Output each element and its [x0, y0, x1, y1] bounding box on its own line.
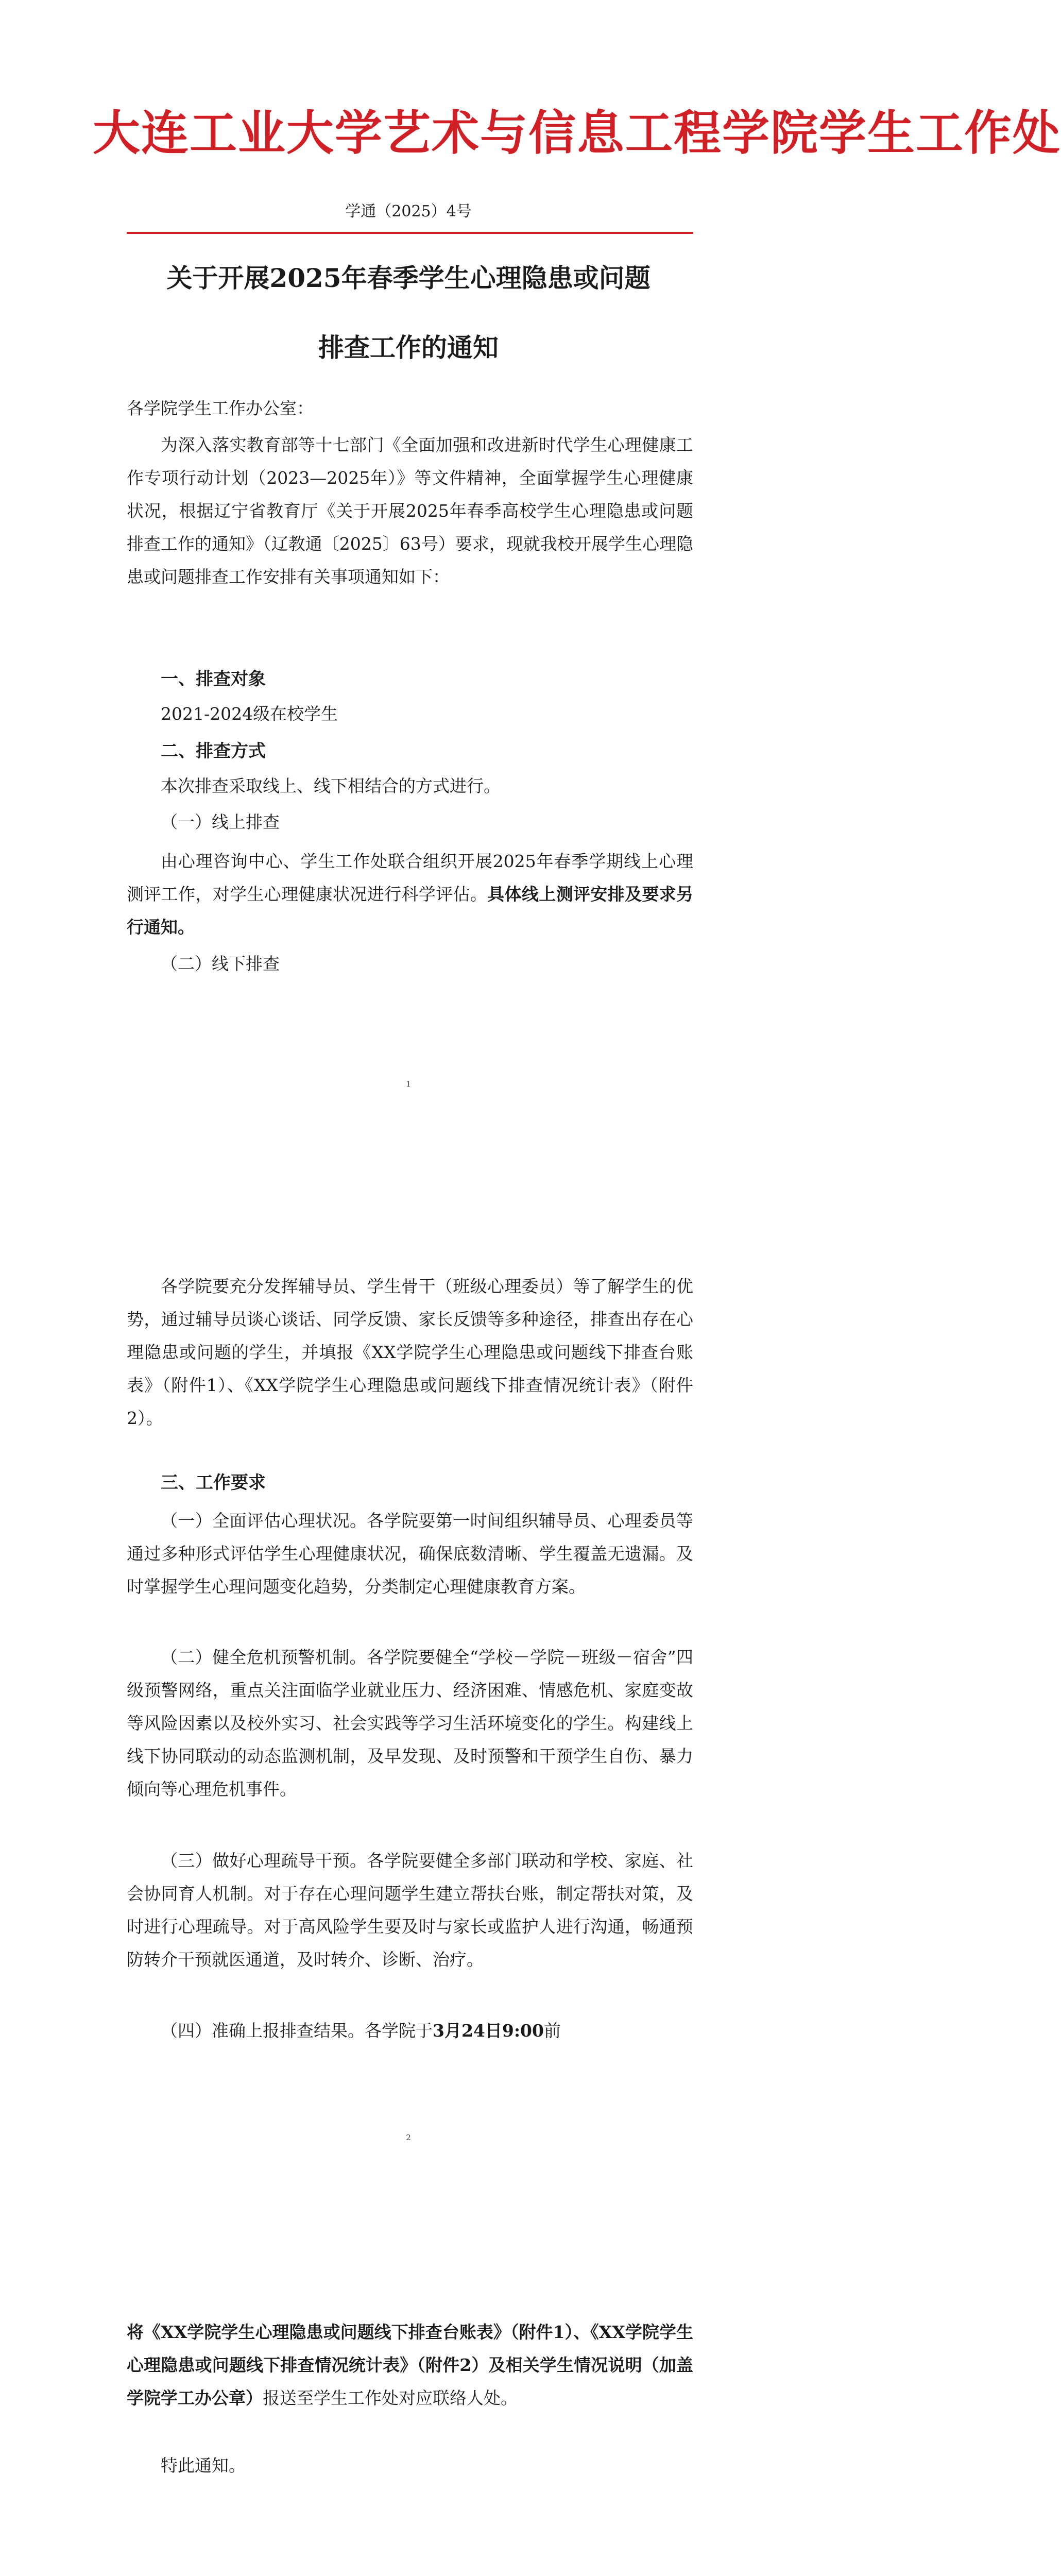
section1-text: 2021-2024级在校学生 [161, 704, 338, 724]
section3-paragraph-4-start [127, 2014, 693, 2047]
org-name-heading: 大连工业大学艺术与信息工程学院学生工作处 [93, 105, 1061, 161]
section3-p4-submit-text: 报送至学生工作处对应联络人处。 [263, 2388, 518, 2408]
closing-text: 特此通知。 [161, 2455, 246, 2476]
section3-paragraph-1: （一）全面评估心理状况。各学院要第一时间组织辅导员、心理委员等通过多种形式评估学生心理健康状况，确保底数清晰、学生覆盖无遗漏。及时掌握学生心理问题变化趋势，分类制定心理健康教育方案。 [127, 1511, 693, 1597]
section2-sub2-heading: （二）线下排查 [161, 954, 280, 974]
salutation: 各学院学生工作办公室： [127, 398, 314, 418]
section2-heading: 二、排查方式 [161, 741, 266, 761]
section3-paragraph-3: （三）做好心理疏导干预。各学院要健全多部门联动和学校、家庭、社会协同育人机制。对于存在心理问题学生建立帮扶台账，制定帮扶对策，及时进行心理疏导。对于高风险学生要及时与家长或监护人进行沟通，畅通预防转介干预就医通道，及时转介、诊断、治疗。 [127, 1851, 693, 1970]
section2-sub1-paragraph [127, 845, 693, 944]
section2-sub1-text: 由心理咨询中心、学生工作处联合组织开展2025年春季学期线上心理测评工作，对学生心理健康状况进行科学评估。 [127, 851, 693, 904]
section3-p4-text-end: 前 [543, 2021, 561, 2041]
section2-text: 本次排查采取线上、线下相结合的方式进行。 [161, 776, 501, 796]
section3-heading: 三、工作要求 [161, 1472, 266, 1493]
section2-sub2-paragraph: 各学院要充分发挥辅导员、学生骨干（班级心理委员）等了解学生的优势，通过辅导员谈心谈话、同学反馈、家长反馈等多种途径，排查出存在心理隐患或问题的学生，并填报《XX学院学生心理隐患或问题线下排查台账表》（附件1）、《XX学院学生心理隐患或问题线下排查情况统计表》（附件2）。 [127, 1276, 693, 1428]
section1-heading: 一、排查对象 [161, 669, 266, 689]
section3-paragraph-2: （二）健全危机预警机制。各学院要健全“学校－学院－班级－宿舍”四级预警网络，重点关注面临学业就业压力、经济困难、情感危机、家庭变故等风险因素以及校外实习、社会实践等学习生活环境变化的学生。构建线上线下协同联动的动态监测机制，及早发现、及时预警和干预学生自伤、暴力倾向等心理危机事件。 [127, 1647, 693, 1799]
section3-paragraph-4-continued [127, 2316, 693, 2415]
section2-sub1-heading: （一）线上排查 [161, 812, 280, 832]
page-number-2: 2 [406, 2133, 411, 2142]
section3-p4-deadline: 3月24日9:00 [433, 2021, 544, 2041]
intro-paragraph: 为深入落实教育部等十七部门《全面加强和改进新时代学生心理健康工作专项行动计划（2023—2025年）》等文件精神，全面掌握学生心理健康状况，根据辽宁省教育厅《关于开展2025年春季高校学生心理隐患或问题排查工作的通知》（辽教通〔2025〕63号）要求，现就我校开展学生心理隐患或问题排查工作安排有关事项通知如下： [127, 435, 693, 587]
notice-title-line2: 排查工作的通知 [318, 332, 499, 363]
notice-title-line1: 关于开展2025年春季学生心理隐患或问题 [166, 263, 651, 293]
section3-p4-bold-attachments: 将《XX学院学生心理隐患或问题线下排查台账表》（附件1）、《XX学院学生心理隐患或问题线下排查情况统计表》（附件2）及相关学生情况说明（加盖学院学工办公章） [127, 2322, 693, 2408]
header-divider [127, 232, 693, 234]
section2-sub1-bold-text: 具体线上测评安排及要求另行通知。 [127, 884, 693, 937]
document-number: 学通（2025）4号 [345, 202, 472, 221]
page-number-1: 1 [406, 1079, 411, 1089]
section3-p4-text: （四）准确上报排查结果。各学院于 [161, 2021, 433, 2041]
